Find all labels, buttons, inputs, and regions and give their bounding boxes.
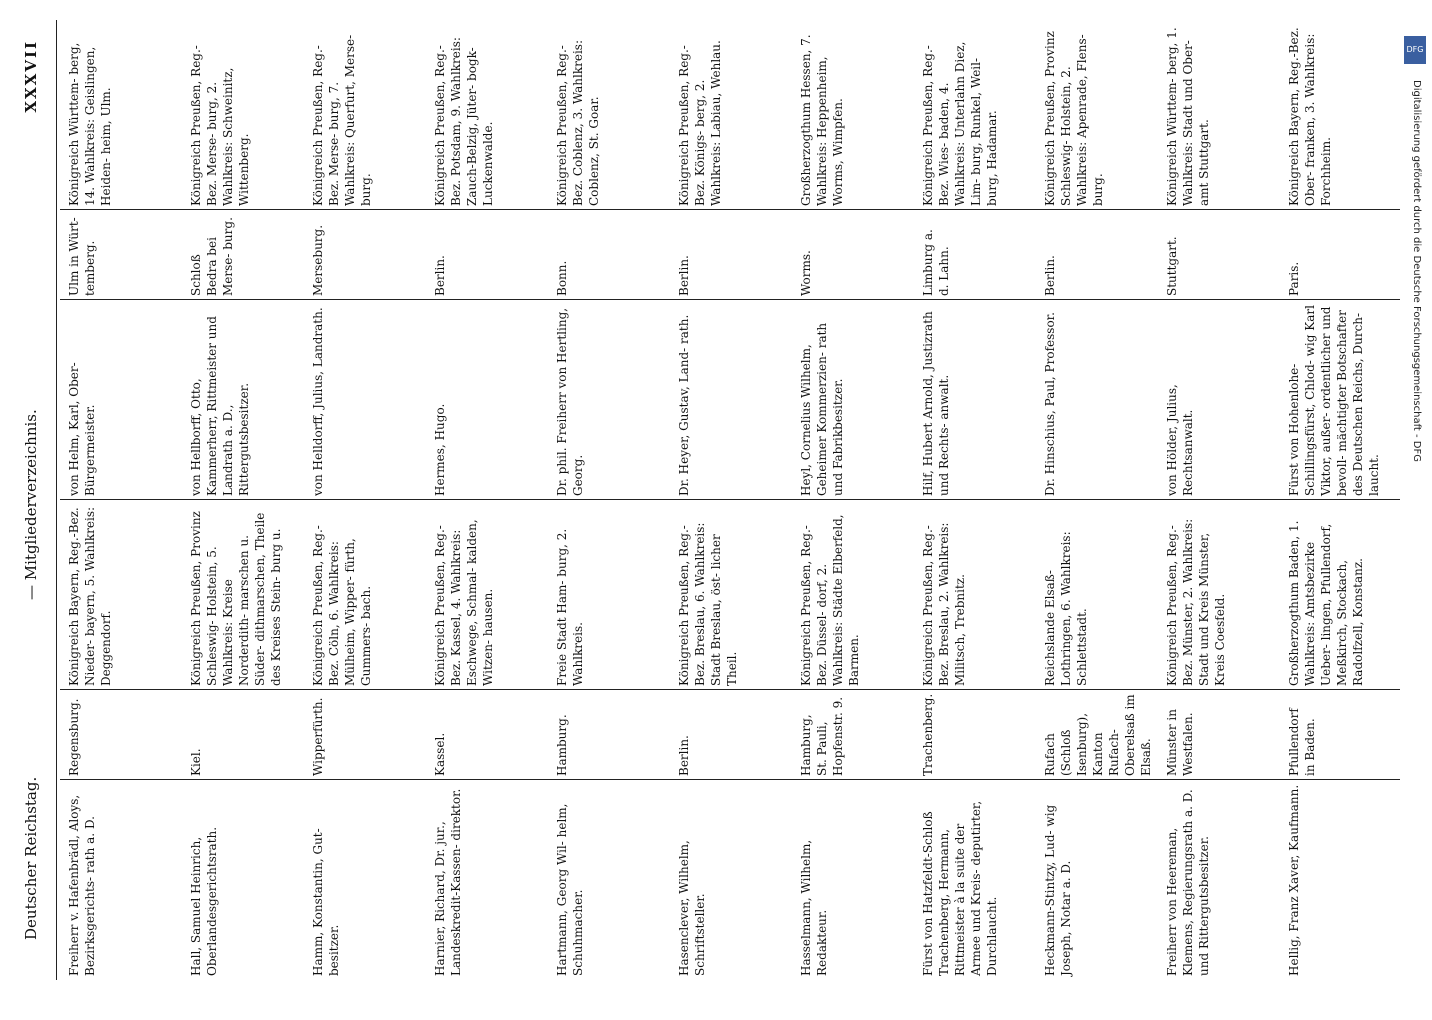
member-place: Stuttgart. (1165, 236, 1179, 296)
member-place: Regensburg. (67, 698, 81, 776)
member-name: Dr. Hinschius, Paul, Professor. (1043, 312, 1057, 496)
member-place: Berlin. (433, 255, 447, 296)
page-number: XXXVII (22, 40, 40, 113)
member-place: Wipperfürth. (311, 697, 325, 776)
member-district: Königreich Bayern, Reg.-Bez. Ober- franken, 3. Wahlkreis: Forchheim. (1287, 27, 1333, 206)
page-header (16, 20, 56, 980)
member-district: Großherzogthum Hessen, 7. Wahlkreis: Heppenheim, Worms, Wimpfen. (799, 34, 845, 206)
member-place: Merseburg. (311, 224, 325, 296)
dfg-note: Digitalisierung gefördert durch die Deutsche Forschungsgemeinschaft - DFG (1411, 80, 1422, 463)
member-place: Trachenberg. (921, 693, 935, 776)
member-district: Königreich Preußen, Reg.-Bez. Coblenz, 3. Wahlkreis: Coblenz, St. Goar. (555, 39, 601, 206)
member-district: Königreich Preußen, Provinz Schleswig- Holstein, 5. Wahlkreis: Kreise Norderdith- marschen u. Süder- dithmarschen, Theile des Kreises Stein- burg u. (189, 511, 283, 686)
column-divider (60, 299, 1400, 300)
member-place: Hamburg, St. Pauli, Hopfenstr. 9. (799, 696, 845, 776)
member-name: von Hellborff, Otto, Kammerherr, Rittmeister und Landrath a. D., Rittergutsbesitzer. (189, 316, 251, 496)
member-place: Berlin. (677, 255, 691, 296)
member-name: Freiherr v. Hafenbrädl, Aloys, Bezirksgerichts- rath a. D. (67, 794, 97, 976)
member-place: Rufach (Schloß Isenburg), Kanton Rufach- Oberelsaß im Elsaß. (1043, 694, 1153, 776)
member-place: Limburg a. d. Lahn. (921, 229, 951, 296)
member-district: Königreich Preußen, Reg.-Bez. Düssel- dorf, 2. Wahlkreis: Städte Elberfeld, Barmen. (799, 514, 861, 686)
member-district: Königreich Preußen, Reg.-Bez. Merse- burg, 2. Wahlkreis: Schweinitz, Wittenberg. (189, 45, 251, 206)
member-name: Hilf, Hubert Arnold, Justizrath und Rechts- anwalt. (921, 311, 951, 496)
member-district: Königreich Preußen, Reg.-Bez. Münster, 2. Wahlkreis: Stadt und Kreis Münster, Kreis Coesfeld. (1165, 518, 1227, 686)
dfg-side-note (1400, 30, 1430, 970)
column-divider (60, 779, 1400, 780)
member-place: Hamburg. (555, 714, 569, 776)
member-place: Bonn. (555, 260, 569, 296)
member-place: Ulm in Würt- temberg. (67, 217, 97, 296)
rotated-page-content (16, 20, 1416, 980)
member-name: Hartmann, Georg Wil- helm, Schuhmacher. (555, 803, 585, 976)
header-rule (56, 20, 57, 980)
member-district: Königreich Bayern, Reg.-Bez. Nieder- bayern, 5. Wahlkreis: Deggendorf. (67, 506, 113, 686)
member-place: Worms. (799, 250, 813, 296)
header-center: — Mitgliederverzeichnis. (22, 409, 40, 600)
member-name: Heyl, Cornelius Wilhelm, Geheimer Kommerzien- rath und Fabrikbesitzer. (799, 322, 845, 496)
member-place: Berlin. (1043, 255, 1057, 296)
member-district: Königreich Preußen, Provinz Schleswig- Holstein, 2. Wahlkreis: Apenrade, Flens- burg. (1043, 31, 1105, 206)
member-name: Freiherr von Heereman, Klemens, Regierungsrath a. D. und Rittergutsbesitzer. (1165, 789, 1211, 976)
member-name: Fürst von Hatzfeldt-Schloß Trachenberg, Hermann, Rittmeister à la suite der Armee und Kreis- deputirter, Durchlaucht. (921, 800, 999, 976)
member-place: Pfullendorf in Baden. (1287, 708, 1317, 776)
member-name: Dr. Heyer, Gustav, Land- rath. (677, 314, 691, 496)
dfg-badge: DFG (1404, 36, 1426, 64)
member-name: Hellig, Franz Xaver, Kaufmann. (1287, 784, 1301, 976)
member-district: Königreich Preußen, Reg.-Bez. Breslau, 6. Wahlkreis: Stadt Breslau, öst- licher Theil. (677, 522, 739, 686)
member-district: Königreich Preußen, Reg.-Bez. Breslau, 2. Wahlkreis: Militsch, Trebnitz. (921, 522, 967, 686)
member-district: Königreich Preußen, Reg.-Bez. Merse- burg, 7. Wahlkreis: Querfurt, Merse- burg. (311, 34, 373, 206)
member-place: Kiel. (189, 748, 203, 776)
member-name: Heckmann-Stintzy, Lud- wig Joseph, Notar a. D. (1043, 804, 1073, 976)
member-name: Harnier, Richard, Dr. jur., Landeskredit-Kassen- direktor. (433, 788, 463, 976)
member-name: von Hölder, Julius, Rechtsanwalt. (1165, 384, 1195, 496)
member-district: Königreich Preußen, Reg.-Bez. Potsdam, 9. Wahlkreis: Zauch-Belzig, Jüter- bogk-Luckenwalde. (433, 37, 495, 206)
member-name: Hermes, Hugo. (433, 403, 447, 496)
member-name: Hasenclever, Wilhelm, Schriftsteller. (677, 840, 707, 976)
member-place: Paris. (1287, 261, 1301, 296)
member-district: Königreich Württem- berg, 14. Wahlkreis: Geislingen, Heiden- heim, Ulm. (67, 42, 113, 206)
member-name: Hall, Samuel Heinrich, Oberlandesgerichtsrath. (189, 826, 219, 976)
column-divider (60, 689, 1400, 690)
member-district: Königreich Württem- berg, 1. Wahlkreis: Stadt und Ober- amt Stuttgart. (1165, 27, 1211, 206)
member-district: Großherzogthum Baden, 1. Wahlkreis: Amtsbezirke Ueber- lingen, Pfullendorf, Meßkirch, Stockach, Radolfzell, Konstanz. (1287, 520, 1365, 686)
member-place: Schloß Bedra bei Merse- burg. (189, 217, 235, 296)
member-district: Königreich Preußen, Reg.-Bez. Wies- baden, 4. Wahlkreis: Unterlahn Diez, Lim- burg, Runkel, Weil- burg, Hadamar. (921, 41, 999, 206)
member-name: Dr. phil. Freiherr von Hertling, Georg. (555, 307, 585, 496)
member-place: Kassel. (433, 732, 447, 776)
member-name: Fürst von Hohenlohe- Schillingsfürst, Chlod- wig Karl Viktor, außer- ordentlicher und bevoll- mächtigter Botschafter des Deutschen Reichs, Durch- laucht. (1287, 305, 1381, 496)
member-district: Reichslande Elsaß- Lothringen, 6. Wahlkreis: Schlettstadt. (1043, 531, 1089, 686)
header-left: Deutscher Reichstag. (22, 776, 40, 940)
member-district: Königreich Preußen, Reg.-Bez. Königs- berg, 2. Wahlkreis: Labiau, Wehlau. (677, 40, 723, 206)
member-place: Berlin. (677, 735, 691, 776)
page-fold-divider (60, 499, 1400, 500)
column-divider (60, 209, 1400, 210)
member-place: Münster in Westfalen. (1165, 709, 1195, 776)
member-district: Königreich Preußen, Reg.-Bez. Kassel, 4. Wahlkreis: Eschwege, Schmal- kalden, Witzen- hausen. (433, 519, 495, 686)
member-name: Hasselmann, Wilhelm, Redakteur. (799, 839, 829, 976)
member-district: Königreich Preußen, Reg.-Bez. Cöln, 6. Wahlkreis: Mülheim, Wipper- fürth, Gummers- bach. (311, 525, 373, 686)
member-name: von Helldorff, Julius, Landrath. (311, 307, 325, 496)
member-name: Hamm, Konstantin, Gut- besitzer. (311, 828, 341, 976)
member-district: Freie Stadt Ham- burg, 2. Wahlkreis. (555, 528, 585, 686)
member-name: von Helm, Karl, Ober- Bürgermeister. (67, 362, 97, 496)
